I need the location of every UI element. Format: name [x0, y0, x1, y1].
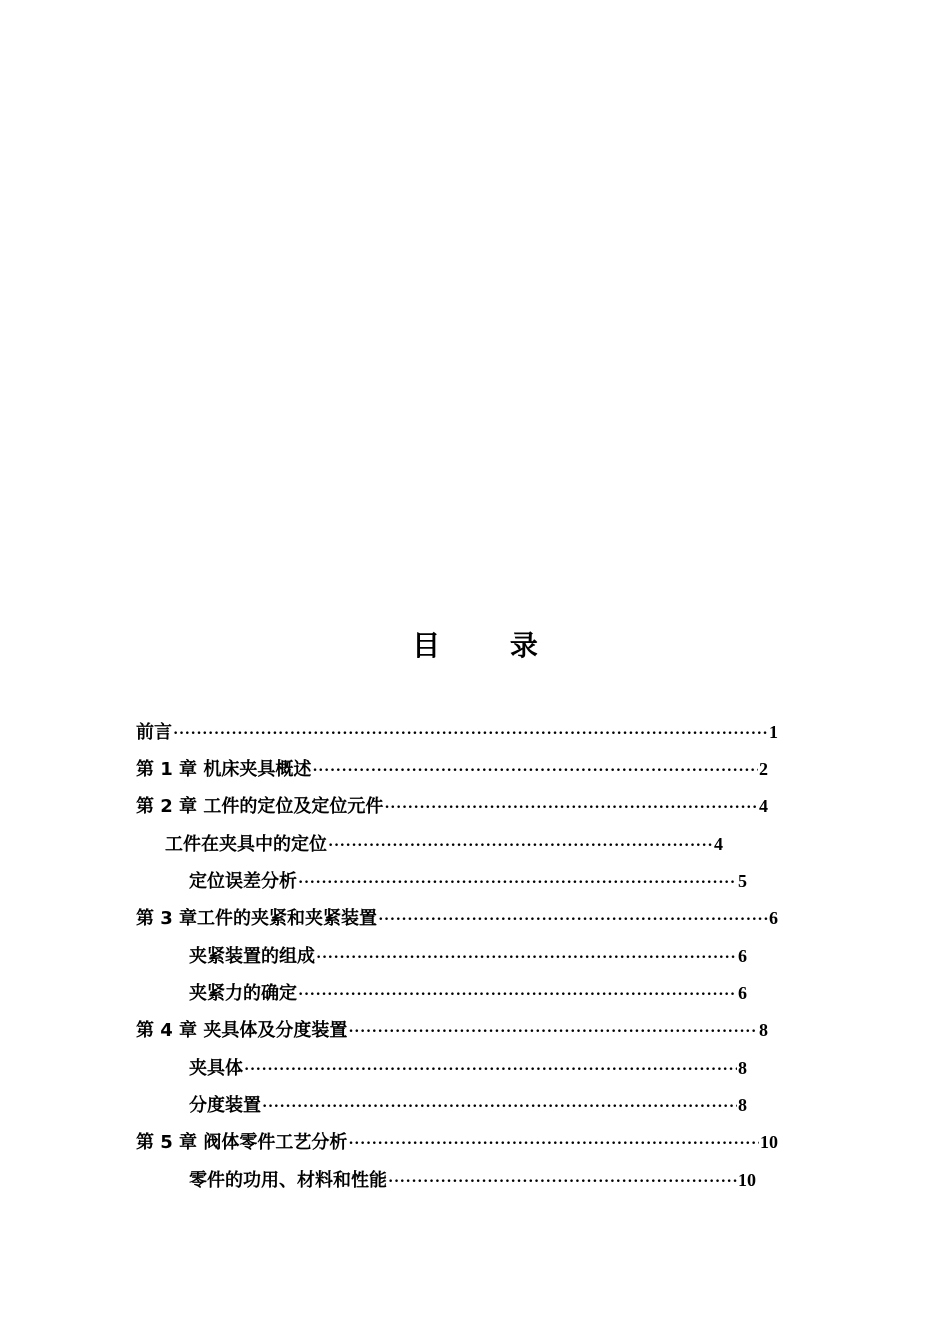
toc-title: 目 录 — [412, 629, 568, 662]
toc-dot-leader — [316, 949, 737, 967]
toc-entry[interactable] — [189, 979, 747, 1015]
toc-entry[interactable] — [189, 942, 747, 978]
toc-entry-page: 2 — [759, 759, 768, 779]
toc-entry-page: 8 — [738, 1058, 747, 1078]
toc-entry-label: 夹紧装置的组成 — [189, 946, 315, 967]
toc-entry-label: 定位误差分析 — [189, 871, 297, 892]
toc-entry-label: 分度装置 — [189, 1095, 261, 1116]
toc-entry[interactable] — [189, 1091, 747, 1127]
toc-dot-leader — [378, 911, 768, 929]
toc-entry[interactable] — [136, 1128, 778, 1164]
toc-entry-page: 8 — [738, 1095, 747, 1115]
toc-entry[interactable] — [189, 867, 747, 903]
toc-entry[interactable] — [165, 830, 723, 866]
toc-entry-label: 前言 — [136, 722, 172, 743]
toc-entry-page: 4 — [759, 796, 768, 816]
toc-entry[interactable] — [189, 1166, 756, 1202]
toc-dot-leader — [312, 762, 758, 780]
toc-entry-label: 零件的功用、材料和性能 — [189, 1170, 387, 1191]
toc-entry-page: 1 — [769, 722, 778, 742]
toc-entry-page: 5 — [738, 871, 747, 891]
toc-entry[interactable] — [189, 1054, 747, 1090]
toc-entry-label: 第 2 章 工件的定位及定位元件 — [136, 796, 384, 817]
toc-dot-leader — [298, 986, 737, 1004]
toc-entry-page: 6 — [738, 983, 747, 1003]
toc-dot-leader — [348, 1135, 759, 1153]
toc-entry[interactable] — [136, 792, 768, 828]
toc-entry[interactable] — [136, 755, 768, 791]
toc-dot-leader — [262, 1098, 737, 1116]
toc-entry[interactable] — [136, 718, 778, 754]
toc-entry-page: 4 — [714, 834, 723, 854]
toc-entry-page: 8 — [759, 1020, 768, 1040]
toc-entry-label: 第 5 章 阀体零件工艺分析 — [136, 1132, 348, 1153]
toc-entry[interactable] — [136, 904, 778, 940]
toc-dot-leader — [298, 874, 737, 892]
toc-entry-page: 6 — [769, 908, 778, 928]
toc-entry-page: 10 — [738, 1170, 756, 1190]
toc-dot-leader — [384, 799, 758, 817]
toc-entry-label: 第 3 章工件的夹紧和夹紧装置 — [136, 908, 378, 929]
toc-dot-leader — [244, 1061, 737, 1079]
toc-entry-page: 10 — [760, 1132, 778, 1152]
toc-dot-leader — [388, 1173, 737, 1191]
toc-entry-label: 夹紧力的确定 — [189, 983, 297, 1004]
toc-entry[interactable] — [136, 1016, 768, 1052]
toc-dot-leader — [328, 837, 713, 855]
toc-entry-label: 第 4 章 夹具体及分度装置 — [136, 1020, 348, 1041]
toc-dot-leader — [348, 1023, 758, 1041]
toc-entry-label: 第 1 章 机床夹具概述 — [136, 759, 312, 780]
toc-entry-label: 夹具体 — [189, 1058, 243, 1079]
toc-entry-label: 工件在夹具中的定位 — [165, 834, 327, 855]
toc-entry-page: 6 — [738, 946, 747, 966]
toc-dot-leader — [173, 725, 768, 743]
